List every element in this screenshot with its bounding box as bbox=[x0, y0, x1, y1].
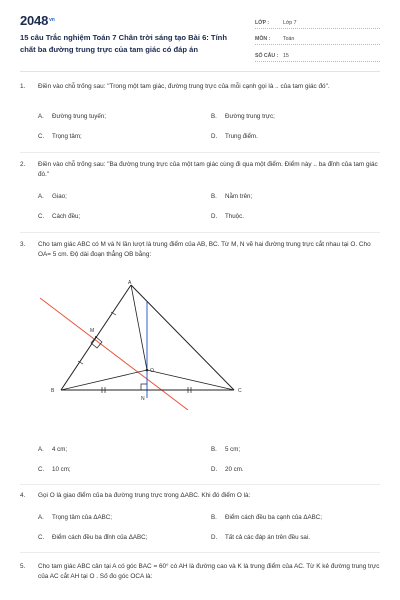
question-number: 5. bbox=[20, 563, 26, 570]
meta-key: SỐ CÂU : bbox=[255, 52, 279, 59]
question-divider bbox=[20, 232, 380, 233]
option-text: 20 cm. bbox=[225, 466, 244, 473]
point-o bbox=[146, 369, 149, 372]
header-divider bbox=[20, 71, 380, 72]
triangle-figure bbox=[38, 280, 248, 410]
option-c[interactable] bbox=[38, 133, 211, 140]
question-4-options bbox=[38, 514, 380, 541]
meta-value: Toán bbox=[283, 36, 295, 42]
option-text: Điểm cách đều ba cạnh của ΔABC; bbox=[225, 514, 322, 521]
option-text: 10 cm; bbox=[52, 466, 71, 473]
option-a[interactable] bbox=[38, 446, 211, 453]
option-b[interactable] bbox=[211, 113, 380, 120]
option-letter: D. bbox=[211, 213, 218, 220]
option-letter: C. bbox=[38, 133, 45, 140]
option-text: 4 cm; bbox=[52, 446, 68, 453]
logo-text: 2048 bbox=[20, 13, 49, 28]
option-letter: A. bbox=[38, 514, 44, 521]
option-d[interactable] bbox=[211, 534, 380, 541]
point-m bbox=[95, 336, 97, 338]
meta-info bbox=[255, 14, 380, 64]
option-text: Cách đều; bbox=[52, 213, 81, 220]
option-letter: C. bbox=[38, 213, 45, 220]
label-c: C bbox=[238, 388, 242, 394]
option-letter: B. bbox=[211, 446, 217, 453]
meta-row-count bbox=[255, 47, 380, 62]
question-4 bbox=[20, 491, 380, 501]
option-text: Đường trung trực; bbox=[225, 113, 275, 120]
label-o: O bbox=[150, 368, 154, 374]
option-text: 5 cm; bbox=[225, 446, 241, 453]
question-1 bbox=[20, 82, 380, 92]
option-letter: A. bbox=[38, 193, 44, 200]
meta-value: Lớp 7 bbox=[283, 19, 297, 26]
segment-oc bbox=[147, 370, 234, 390]
option-d[interactable] bbox=[211, 213, 380, 220]
question-text: Cho tam giác ABC cân tại A có góc BAC = 60° có AH là đường cao và K là trung điểm của AC. Từ K kẻ đường trung trực của AC cắt AH tại O . Số đo góc OCA là: bbox=[38, 563, 380, 580]
meta-row-subject bbox=[255, 31, 380, 46]
option-text: Trung điểm. bbox=[225, 133, 258, 140]
question-number: 3. bbox=[20, 241, 26, 248]
meta-value: 15 bbox=[283, 52, 289, 59]
question-number: 2. bbox=[20, 161, 26, 168]
question-2 bbox=[20, 160, 380, 180]
option-letter: D. bbox=[211, 466, 218, 473]
option-text: Đường trung tuyến; bbox=[52, 113, 106, 120]
label-n: N bbox=[141, 396, 145, 402]
question-number: 1. bbox=[20, 83, 26, 90]
label-a: A bbox=[128, 280, 132, 286]
option-text: Nằm trên; bbox=[225, 193, 253, 200]
label-m: M bbox=[90, 328, 95, 334]
option-text: Thuộc. bbox=[225, 213, 244, 220]
option-b[interactable] bbox=[211, 193, 380, 200]
meta-row-class bbox=[255, 14, 380, 29]
option-c[interactable] bbox=[38, 213, 211, 220]
logo-suffix: vn bbox=[49, 17, 55, 23]
question-3-options bbox=[38, 446, 380, 473]
option-letter: C. bbox=[38, 534, 45, 541]
option-b[interactable] bbox=[211, 514, 380, 521]
question-3 bbox=[20, 240, 380, 260]
question-number: 4. bbox=[20, 492, 26, 499]
option-d[interactable] bbox=[211, 133, 380, 140]
meta-key: MÔN : bbox=[255, 36, 271, 42]
option-letter: C. bbox=[38, 466, 45, 473]
segment-ob bbox=[61, 370, 147, 390]
option-letter: A. bbox=[38, 113, 44, 120]
option-text: Trọng tâm; bbox=[52, 133, 82, 140]
meta-key: LỚP : bbox=[255, 19, 270, 26]
question-5 bbox=[20, 562, 380, 582]
option-d[interactable] bbox=[211, 466, 380, 473]
option-text: Điểm cách đều ba đỉnh của ΔABC; bbox=[52, 534, 148, 541]
option-a[interactable] bbox=[38, 514, 211, 521]
option-text: Tất cả các đáp án trên đều sai. bbox=[225, 534, 310, 541]
segment-oa bbox=[131, 285, 147, 370]
option-letter: B. bbox=[211, 193, 217, 200]
site-logo[interactable] bbox=[20, 13, 55, 28]
question-divider bbox=[20, 552, 380, 553]
option-letter: D. bbox=[211, 534, 218, 541]
label-b: B bbox=[51, 388, 55, 394]
option-a[interactable] bbox=[38, 113, 211, 120]
question-text: Điền vào chỗ trống sau: "Ba đường trung trực của một tam giác cùng đi qua một điểm. Điểm này .. ba đỉnh của tam giác đó." bbox=[38, 161, 378, 178]
question-text: Cho tam giác ABC có M và N lần lượt là trung điểm của AB, BC. Từ M, N vẽ hai đường trung trực cắt nhau tại O. Cho OA= 5 cm. Độ dài đoạn thẳng OB bằng: bbox=[38, 241, 371, 258]
document-title: 15 câu Trắc nghiệm Toán 7 Chân trời sáng tạo Bài 6: Tính chất ba đường trung trực của tam giác có đáp án bbox=[20, 33, 227, 54]
option-b[interactable] bbox=[211, 446, 380, 453]
right-angle-marker-n bbox=[141, 384, 147, 390]
question-text: Gọi O là giao điểm của ba đường trung trực trong ΔABC. Khi đó điểm O là: bbox=[38, 492, 251, 499]
option-c[interactable] bbox=[38, 534, 211, 541]
question-text: Điền vào chỗ trống sau: "Trong một tam giác, đường trung trực của mỗi cạnh gọi là .. của tam giác đó". bbox=[38, 83, 330, 90]
question-divider bbox=[20, 484, 380, 485]
perpendicular-bisector-ab bbox=[40, 298, 188, 410]
option-letter: A. bbox=[38, 446, 44, 453]
question-2-options bbox=[38, 193, 380, 220]
option-c[interactable] bbox=[38, 466, 211, 473]
option-text: Giao; bbox=[52, 193, 67, 200]
question-divider bbox=[20, 152, 380, 153]
option-letter: B. bbox=[211, 113, 217, 120]
option-text: Trọng tâm của ΔABC; bbox=[52, 514, 112, 521]
question-1-options bbox=[38, 113, 380, 140]
side-ac bbox=[131, 285, 234, 390]
option-letter: B. bbox=[211, 514, 217, 521]
option-a[interactable] bbox=[38, 193, 211, 200]
option-letter: D. bbox=[211, 133, 218, 140]
